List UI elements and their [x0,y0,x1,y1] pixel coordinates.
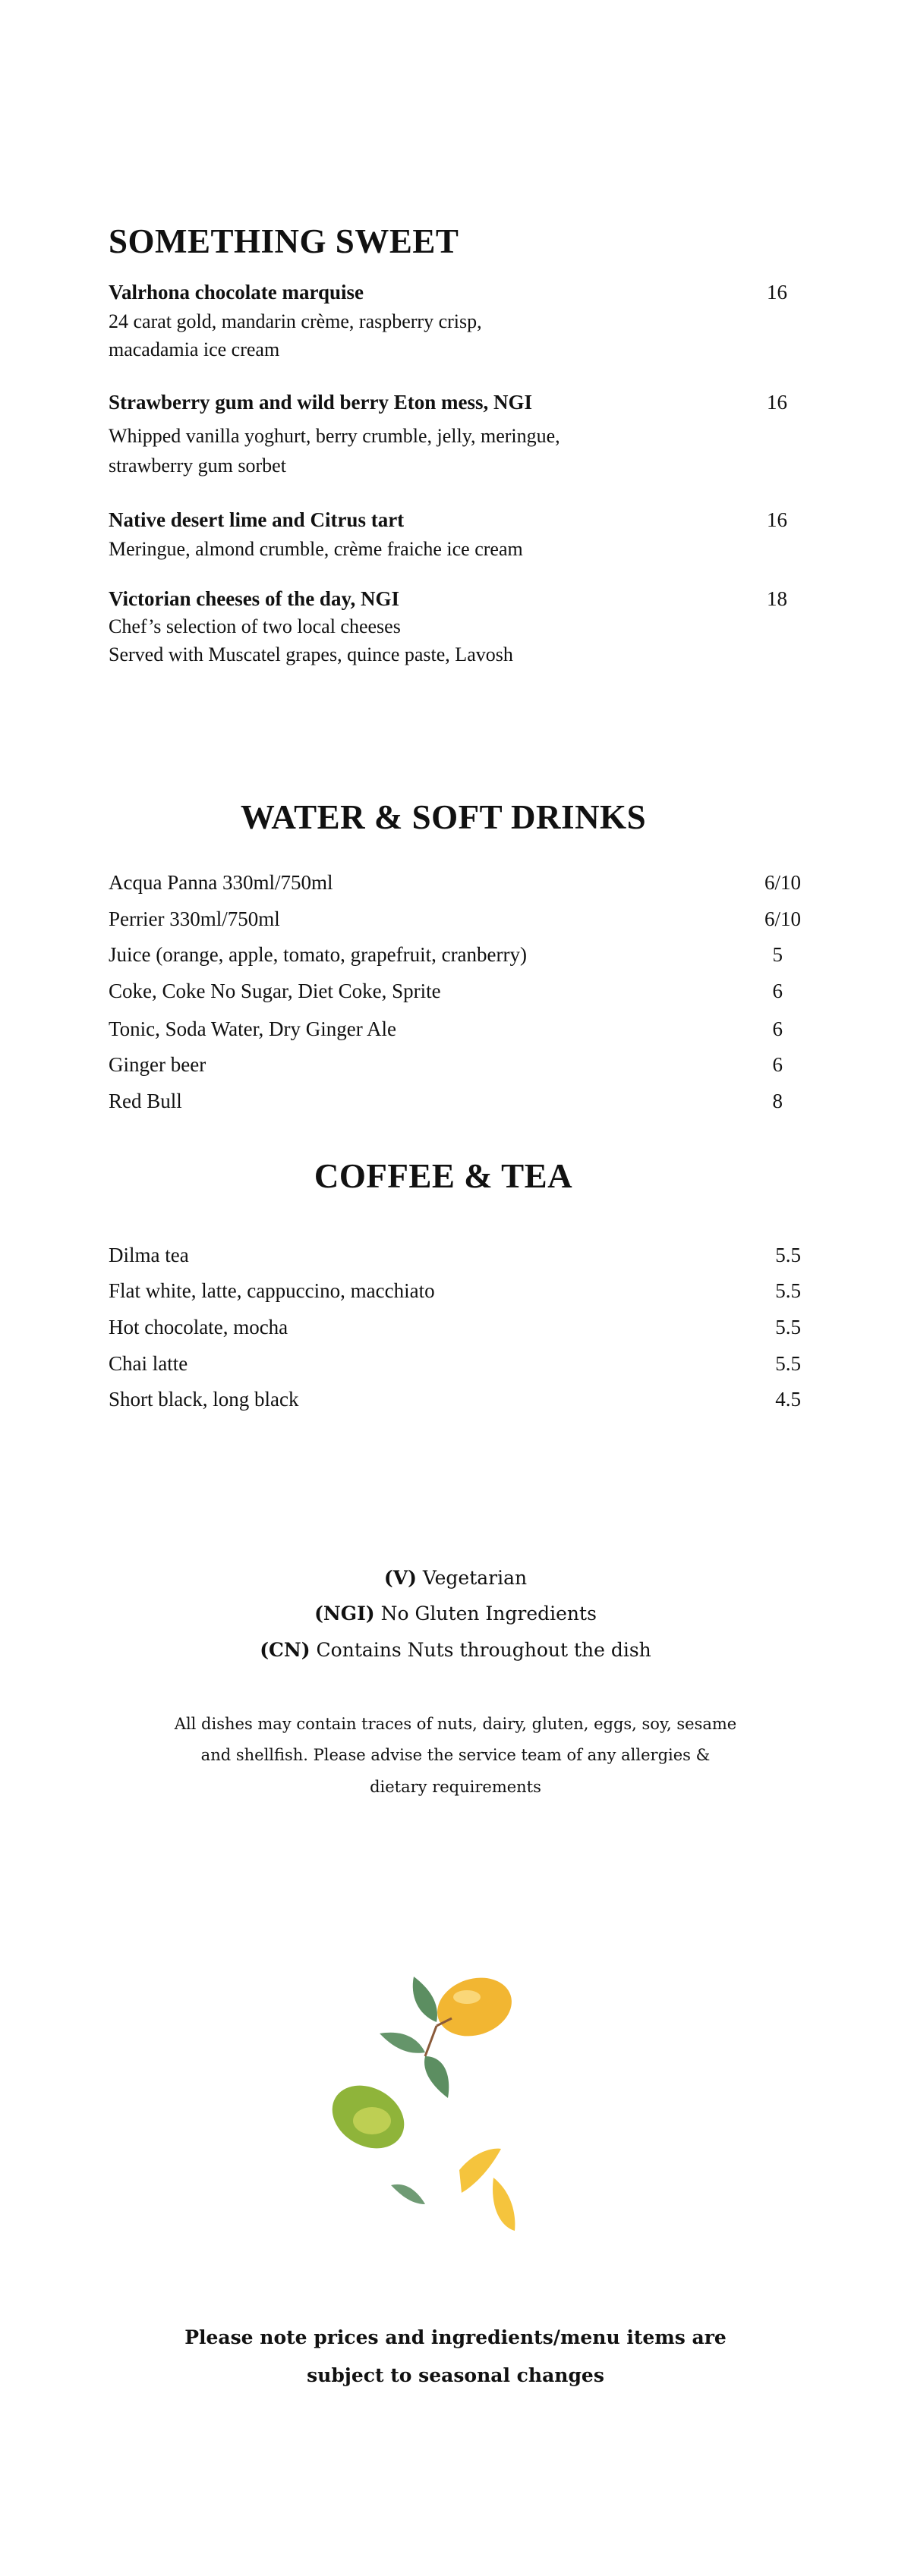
citrus-illustration [311,1950,562,2254]
menu-item [109,1388,801,1411]
allergy-note-line: All dishes may contain traces of nuts, dairy, gluten, eggs, soy, sesame [174,1715,737,1733]
item-price: 8 [772,1090,783,1112]
item-price: 5 [772,943,783,966]
legend-vegetarian [0,1567,911,1590]
menu-item [109,1352,801,1375]
item-name: Acqua Panna 330ml/750ml [109,871,333,894]
item-name: Tonic, Soda Water, Dry Ginger Ale [109,1018,397,1040]
item-description: Served with Muscatel grapes, quince paste, Lavosh [109,643,513,665]
item-price: 18 [767,587,787,610]
item-price: 6/10 [764,907,801,930]
menu-item [109,1316,801,1338]
item-name: Ginger beer [109,1053,206,1076]
item-name: Flat white, latte, cappuccino, macchiato [109,1279,435,1302]
menu-item [109,587,801,610]
item-description: Whipped vanilla yoghurt, berry crumble, jelly, meringue, [109,425,560,447]
allergy-note-line: dietary requirements [370,1778,541,1796]
item-name: Coke, Coke No Sugar, Diet Coke, Sprite [109,980,441,1002]
menu-item [109,1244,801,1266]
item-price: 16 [767,391,787,414]
item-description: Chef’s selection of two local cheeses [109,615,401,637]
item-price: 6/10 [764,871,801,894]
menu-item [109,980,801,1002]
item-name: Native desert lime and Citrus tart [109,508,405,531]
menu-item [109,1018,801,1040]
legend-cn [0,1639,911,1662]
item-name: Strawberry gum and wild berry Eton mess, NGI [109,391,532,414]
legend-text: No Gluten Ingredients [374,1603,597,1625]
item-price: 6 [772,1018,783,1040]
item-price: 16 [767,281,787,304]
footer-note-line: subject to seasonal changes [307,2364,604,2386]
item-name: Juice (orange, apple, tomato, grapefruit, cranberry) [109,943,527,966]
menu-item [109,281,801,304]
item-name: Victorian cheeses of the day, NGI [109,587,399,610]
menu-item [109,943,801,966]
lemon-wedge-icon [459,2149,515,2231]
menu-item [109,1279,801,1302]
footer-note-line: Please note prices and ingredients/menu items are [184,2326,727,2348]
item-price: 6 [772,980,783,1002]
item-name: Short black, long black [109,1388,299,1411]
menu-item [109,907,801,930]
item-price: 6 [772,1053,783,1076]
item-price: 4.5 [775,1388,801,1411]
legend-ngi [0,1603,911,1625]
section-title-something-sweet: SOMETHING SWEET [109,222,459,260]
menu-item [109,391,801,414]
legend-text: Contains Nuts throughout the dish [310,1639,651,1661]
item-name: Hot chocolate, mocha [109,1316,288,1338]
legend-code: (CN) [260,1639,310,1661]
menu-item [109,1053,801,1076]
item-name: Valrhona chocolate marquise [109,281,364,304]
item-name: Perrier 330ml/750ml [109,907,280,930]
section-title-water-soft-drinks: WATER & SOFT DRINKS [240,798,647,836]
lemon-icon [430,1968,519,2045]
allergy-note-line: and shellfish. Please advise the service team of any allergies & [200,1746,711,1764]
item-name: Chai latte [109,1352,188,1375]
lime-icon [321,2073,416,2161]
item-name: Red Bull [109,1090,182,1112]
item-price: 5.5 [775,1244,801,1266]
item-description: macadamia ice cream [109,338,280,360]
item-price: 5.5 [775,1279,801,1302]
item-price: 16 [767,508,787,531]
item-price: 5.5 [775,1352,801,1375]
item-price: 5.5 [775,1316,801,1338]
item-description: 24 carat gold, mandarin crème, raspberry crisp, [109,310,482,332]
item-description: Meringue, almond crumble, crème fraiche ice cream [109,538,523,560]
section-title-coffee-tea: COFFEE & TEA [314,1157,573,1195]
legend-text: Vegetarian [416,1567,528,1589]
legend-code: (NGI) [314,1603,375,1625]
menu-item [109,508,801,531]
menu-item [109,1090,801,1112]
item-description: strawberry gum sorbet [109,454,286,477]
legend-code: (V) [383,1567,417,1589]
menu-item [109,871,801,894]
item-name: Dilma tea [109,1244,189,1266]
